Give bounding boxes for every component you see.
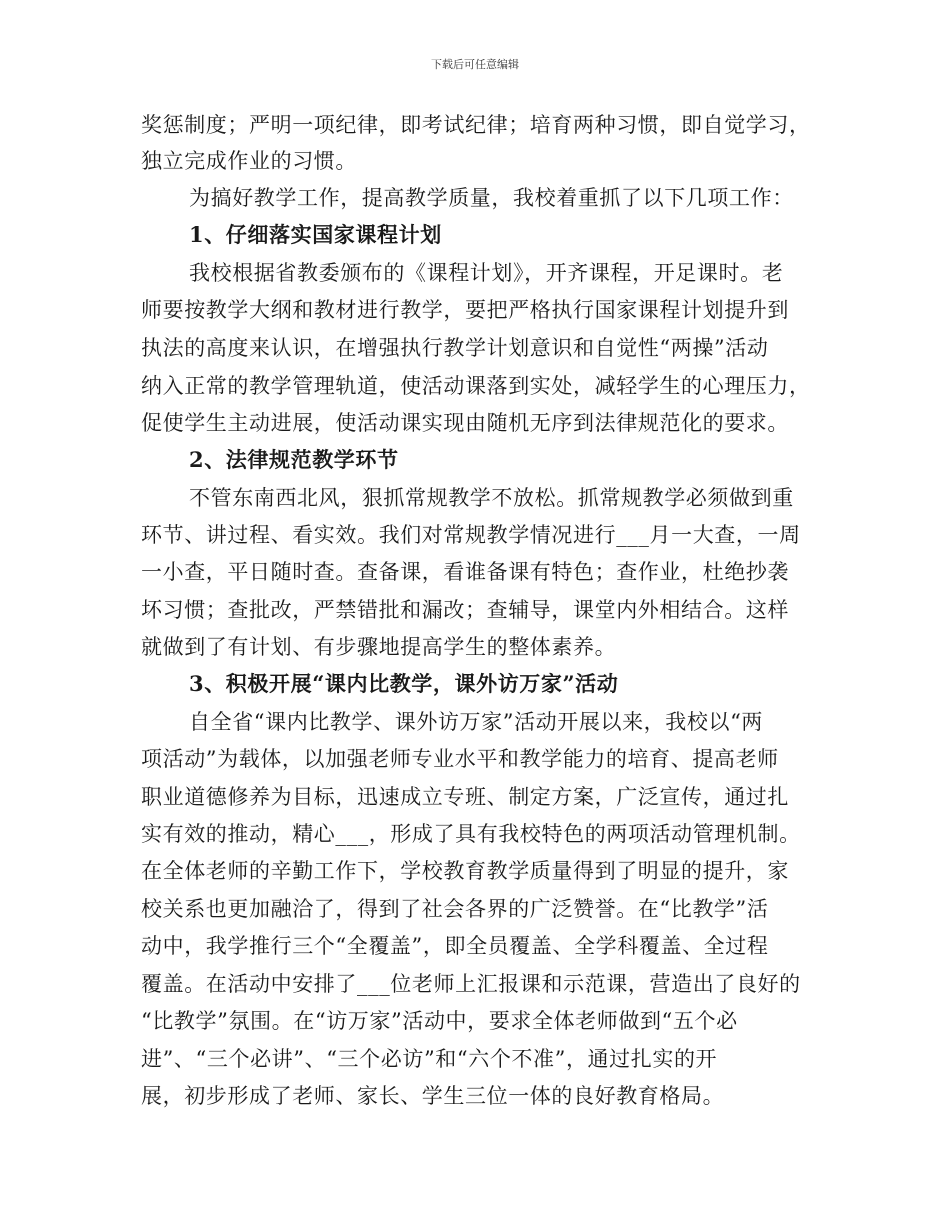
body-line: 促使学生主动进展，使活动课实现由随机无序到法律规范化的要求。: [141, 411, 789, 435]
paragraph-line: 不管东南西北风，狠抓常规教学不放松。抓常规教学必须做到重: [189, 486, 794, 510]
body-line: 就做到了有计划、有步骤地提高学生的整体素养。: [141, 635, 617, 659]
body-line: 进”、“三个必讲”、“三个必访”和“六个不准”，通过扎实的开: [141, 1047, 718, 1071]
section-heading-3: 3、积极开展“课内比教学，课外访万家”活动: [189, 671, 619, 696]
body-line: 实有效的推动，精心___，形成了具有我校特色的两项活动管理机制。: [141, 822, 801, 846]
page-header: 下载后可任意编辑: [431, 58, 519, 71]
body-line: 展，初步形成了老师、家长、学生三位一体的良好教育格局。: [141, 1084, 725, 1108]
body-line: 师要按教学大纲和教材进行教学，要把严格执行国家课程计划提升到: [141, 298, 789, 322]
body-line: 奖惩制度；严明一项纪律，即考试纪律；培育两种习惯，即自觉学习，: [141, 113, 811, 137]
body-line: 环节、讲过程、看实效。我们对常规教学情况进行___月一大查，一周: [141, 523, 801, 547]
body-line: 覆盖。在活动中安排了___位老师上汇报课和示范课，营造出了良好的: [141, 972, 801, 996]
body-line: 纳入正常的教学管理轨道，使活动课落到实处，减轻学生的心理压力，: [141, 374, 811, 398]
paragraph-line: 我校根据省教委颁布的《课程计划》，开齐课程，开足课时。老: [189, 261, 784, 285]
section-heading-1: 1、仔细落实国家课程计划: [189, 222, 442, 247]
body-line: 一小查，平日随时查。查备课，看谁备课有特色；查作业，杜绝抄袭: [141, 560, 789, 584]
section-heading-2: 2、法律规范教学环节: [189, 447, 399, 472]
body-line: 动中，我学推行三个“全覆盖”，即全员覆盖、全学科覆盖、全过程: [141, 934, 769, 958]
paragraph-line: 自全省“课内比教学、课外访万家”活动开展以来，我校以“两: [189, 710, 764, 734]
body-line: 校关系也更加融洽了，得到了社会各界的广泛赞誉。在“比教学”活: [141, 897, 769, 921]
body-line: 独立完成作业的习惯。: [141, 149, 357, 173]
body-line: 项活动”为载体，以加强老师专业水平和教学能力的培育、提高老师: [141, 747, 779, 771]
body-line: 在全体老师的辛勤工作下，学校教育教学质量得到了明显的提升，家: [141, 859, 789, 883]
body-line: 职业道德修养为目标，迅速成立专班、制定方案，广泛宣传，通过扎: [141, 785, 789, 809]
body-line: 坏习惯；查批改，严禁错批和漏改；查辅导，课堂内外相结合。这样: [141, 598, 789, 622]
body-line: 执法的高度来认识，在增强执行教学计划意识和自觉性“两操”活动: [141, 336, 769, 360]
body-line: “比教学”氛围。在“访万家”活动中，要求全体老师做到“五个必: [141, 1009, 738, 1033]
paragraph-line: 为搞好教学工作，提高教学质量，我校着重抓了以下几项工作：: [189, 186, 794, 210]
